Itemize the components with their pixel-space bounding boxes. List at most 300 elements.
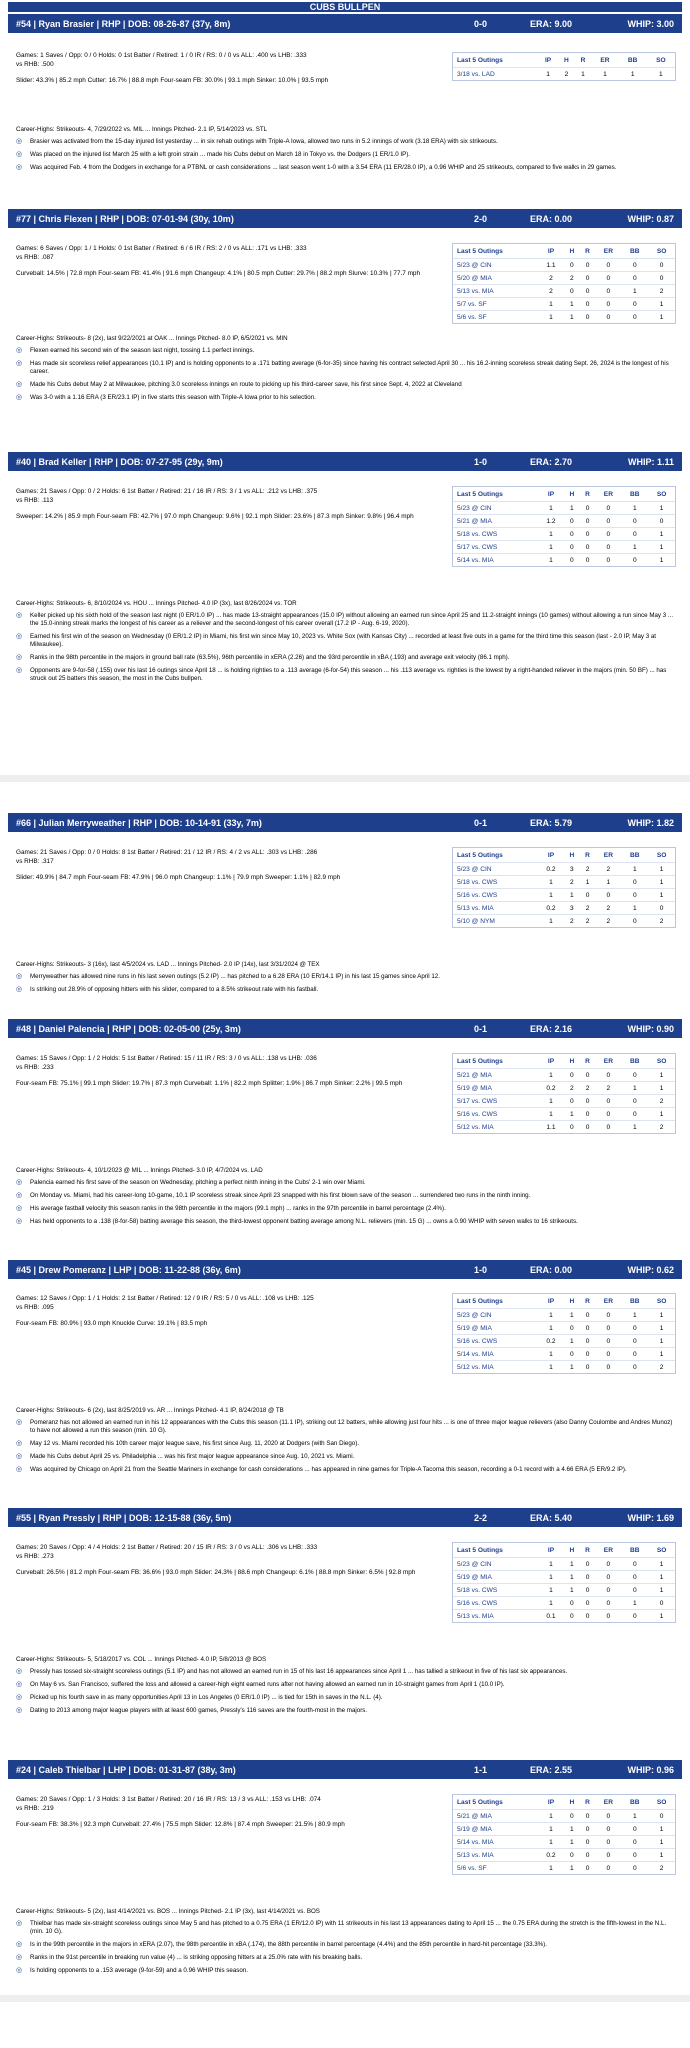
- bullet-icon: ◎: [16, 1419, 23, 1426]
- stat-cell: 0: [580, 1849, 596, 1862]
- stat-cell: 0: [621, 259, 648, 272]
- pitcher-record: 0-1: [474, 817, 488, 828]
- stat-cell: 0: [580, 1558, 596, 1571]
- table-row: [453, 541, 675, 554]
- note-text: His average fastball velocity this season ranks in the 98th percentile in the majors (99.1 mph) ... ranks in the 97th percentile in barrel percentage (2.4%).: [30, 1205, 446, 1212]
- pitch-mix: Slider: 49.9% | 84.7 mph Four-seam FB: 47.9% | 96.0 mph Changeup: 1.1% | 79.9 mph Sweeper: 1.1% | 82.9 mph: [16, 874, 341, 882]
- stat-cell: 1: [648, 528, 675, 541]
- table-row: [453, 285, 675, 298]
- stat-cell: 1: [591, 68, 618, 81]
- pitch-mix: Four-seam FB: 38.3% | 92.3 mph Curveball: 27.4% | 75.5 mph Slider: 12.8% | 87.4 mph Sweeper: 21.5% | 80.9 mph: [16, 1821, 345, 1829]
- table-row: [453, 915, 675, 928]
- stat-cell: 0: [595, 554, 621, 567]
- table-header-cell: R: [585, 490, 590, 498]
- stat-cell: 0: [580, 889, 596, 902]
- stat-cell: 2: [580, 1082, 596, 1095]
- table-row: [453, 554, 675, 567]
- pitcher-header: [8, 1260, 682, 1279]
- table-header-cell: R: [585, 1297, 590, 1305]
- note-item: [16, 360, 676, 376]
- stat-cell: 0: [648, 272, 675, 285]
- stats-line: Games: 15 Saves / Opp: 1 / 2 Holds: 5 1st Batter / Retired: 15 / 11 IR / RS: 3 / 0 vs ALL: .138 vs LHB: .036: [16, 1055, 317, 1062]
- table-row: [453, 1121, 675, 1134]
- stats-line: vs RHB: .087: [16, 253, 54, 261]
- section-separator: [0, 1995, 690, 2002]
- stat-cell: 0: [648, 902, 675, 915]
- stat-cell: 0: [595, 1335, 621, 1348]
- table-header-cell: R: [585, 247, 590, 255]
- pitcher-name: #24 | Caleb Thielbar | LHP | DOB: 01-31-87 (38y, 3m): [16, 1764, 236, 1775]
- stats-line: vs RHB: .500: [16, 60, 54, 68]
- stat-cell: 1: [538, 1361, 564, 1374]
- pitcher-record: 2-2: [474, 1512, 488, 1523]
- outing-date: 5/16 vs. CWS: [453, 889, 538, 902]
- note-text: Made his Cubs debut May 2 at Milwaukee, pitching 3.0 scoreless innings en route to picking up his third-career save, his first since Sept. 4, 2022 at Cleveland: [30, 381, 462, 388]
- pitcher-notes: [16, 1167, 676, 1231]
- outing-date: 5/20 @ MIA: [453, 272, 538, 285]
- stat-cell: 2: [558, 68, 575, 81]
- outing-date: 5/6 vs. SF: [453, 311, 538, 324]
- stat-cell: 0: [621, 1335, 648, 1348]
- table-header-cell: ER: [600, 56, 610, 64]
- bullet-icon: ◎: [16, 654, 23, 661]
- stat-cell: 0.2: [538, 902, 564, 915]
- stat-cell: 2: [580, 915, 596, 928]
- table-header-cell: ER: [603, 490, 613, 498]
- note-text: Palencia earned his first save of the season on Wednesday, pitching a perfect ninth inning in the Cubs' 2-1 win over Miami.: [30, 1179, 366, 1186]
- stat-cell: 1: [621, 1597, 648, 1610]
- stat-cell: 1: [621, 1810, 648, 1823]
- stat-cell: 0: [621, 554, 648, 567]
- bullet-icon: ◎: [16, 1205, 23, 1212]
- pitcher-notes: [16, 600, 676, 688]
- stat-cell: 1: [648, 1558, 675, 1571]
- stat-cell: 1: [538, 298, 564, 311]
- stat-cell: 1: [538, 311, 564, 324]
- pitch-mix: Curveball: 26.5% | 81.2 mph Four-seam FB: 36.6% | 93.0 mph Slider: 24.3% | 88.6 mph Changeup: 6.1% | 88.8 mph Sinker: 6.5% | 92.8 mph: [16, 1569, 416, 1577]
- stat-cell: 0: [580, 1108, 596, 1121]
- table-header-cell: BB: [630, 490, 640, 498]
- stat-cell: 2: [648, 1361, 675, 1374]
- stat-cell: 0: [595, 285, 621, 298]
- table-header-cell: SO: [656, 1546, 667, 1554]
- stat-cell: 1: [648, 1823, 675, 1836]
- note-item: [16, 1453, 676, 1461]
- table-row: [453, 1558, 675, 1571]
- stat-cell: 1: [538, 889, 564, 902]
- table-row: [453, 1335, 675, 1348]
- table-header-cell: BB: [630, 851, 640, 859]
- stat-cell: 1: [621, 1309, 648, 1322]
- stat-cell: 0: [621, 1584, 648, 1597]
- pitcher-era: ERA: 0.00: [530, 1264, 573, 1275]
- stat-cell: 1: [538, 1069, 564, 1082]
- stat-cell: 0: [595, 1309, 621, 1322]
- career-highs: Career-Highs: Strikeouts- 4, 7/29/2022 vs. MIL ... Innings Pitched- 2.1 IP, 5/14/2023 vs. STL: [16, 126, 268, 133]
- stat-cell: 2: [564, 876, 580, 889]
- stat-cell: 0: [564, 541, 580, 554]
- outing-date: 5/21 @ MIA: [453, 1069, 538, 1082]
- stat-cell: 1: [538, 68, 558, 81]
- stat-cell: 0: [580, 285, 596, 298]
- season-stats: [16, 52, 436, 69]
- pitcher-header: [8, 14, 682, 33]
- table-row: [453, 528, 675, 541]
- stat-cell: 1: [564, 1823, 580, 1836]
- stat-cell: 1: [538, 1571, 564, 1584]
- bullet-icon: ◎: [16, 1694, 23, 1701]
- stat-cell: 1: [564, 1836, 580, 1849]
- stat-cell: 0: [595, 259, 621, 272]
- outing-date: 5/10 @ NYM: [453, 915, 538, 928]
- stat-cell: 0: [580, 1810, 596, 1823]
- stat-cell: 0: [580, 528, 596, 541]
- note-text: Was 3-0 with a 1.16 ERA (3 ER/23.1 IP) in five starts this season with Triple-A Iowa prior to his selection.: [30, 394, 316, 401]
- note-item: [16, 1707, 676, 1715]
- season-stats: [16, 1055, 436, 1072]
- stat-cell: 0.2: [538, 863, 564, 876]
- note-text: May 12 vs. Miami recorded his 10th career major league save, his first since Aug. 11, 2020 at Dodgers (with San Diego).: [30, 1440, 360, 1447]
- stat-cell: 1: [648, 502, 675, 515]
- note-text: Flexen earned his second win of the season last night, tossing 1.1 perfect innings.: [30, 347, 255, 354]
- stat-cell: 0: [621, 1348, 648, 1361]
- pitcher-notes: [16, 1656, 676, 1720]
- table-row: [453, 1108, 675, 1121]
- stat-cell: 1: [648, 1069, 675, 1082]
- pitcher-header: [8, 1019, 682, 1038]
- stats-line: vs RHB: .233: [16, 1063, 54, 1071]
- stat-cell: 1: [621, 502, 648, 515]
- pitch-mix: Four-seam FB: 80.9% | 93.0 mph Knuckle Curve: 19.1% | 83.5 mph: [16, 1320, 208, 1328]
- note-item: [16, 138, 676, 146]
- table-row: [453, 1823, 675, 1836]
- bullet-icon: ◎: [16, 1707, 23, 1714]
- stat-cell: 0.2: [538, 1335, 564, 1348]
- bullet-icon: ◎: [16, 667, 23, 674]
- pitcher-record: 1-1: [474, 1764, 488, 1775]
- stat-cell: 1: [538, 1108, 564, 1121]
- stat-cell: 0: [595, 1584, 621, 1597]
- table-header-cell: ER: [603, 247, 613, 255]
- stat-cell: 0: [621, 1108, 648, 1121]
- outing-date: 5/23 @ CIN: [453, 863, 538, 876]
- career-highs: Career-Highs: Strikeouts- 5 (2x), last 4/14/2021 vs. BOS ... Innings Pitched- 2.1 IP (3x), last 4/14/2021 vs. BOS: [16, 1908, 320, 1915]
- stat-cell: 0: [595, 298, 621, 311]
- note-item: [16, 381, 676, 389]
- note-text: Earned his first win of the season on Wednesday (0 ER/1.2 IP) in Miami, his first win since May 10, 2023 vs. White Sox (with Kansas City) ... recorded at least five outs in a game for the third time this season (last - 2.0 IP, May 3 at Milwaukee).: [30, 633, 657, 648]
- stat-cell: 0: [621, 1849, 648, 1862]
- bullet-icon: ◎: [16, 1179, 23, 1186]
- outing-date: 5/23 @ CIN: [453, 1558, 538, 1571]
- last-5-outings-table: [452, 243, 676, 324]
- stat-cell: 0: [621, 515, 648, 528]
- pitcher-whip: WHIP: 0.90: [627, 1023, 674, 1034]
- stat-cell: 0: [564, 1322, 580, 1335]
- table-row: [453, 1571, 675, 1584]
- stat-cell: 0: [595, 1558, 621, 1571]
- stat-cell: 0: [564, 528, 580, 541]
- table-header-cell: H: [569, 1057, 575, 1065]
- stat-cell: 2: [538, 285, 564, 298]
- pitcher-name: #40 | Brad Keller | RHP | DOB: 07-27-95 (29y, 9m): [16, 456, 223, 467]
- table-header-cell: R: [585, 1057, 590, 1065]
- stat-cell: 0: [621, 1862, 648, 1875]
- career-highs: Career-Highs: Strikeouts- 6, 8/10/2024 vs. HOU ... Innings Pitched- 4.0 IP (3x), last 8/26/2024 vs. TOR: [16, 600, 297, 607]
- stat-cell: 0: [648, 1810, 675, 1823]
- stat-cell: 2: [648, 1095, 675, 1108]
- season-stats: [16, 488, 436, 505]
- stat-cell: 0: [648, 1597, 675, 1610]
- stat-cell: 2: [580, 863, 596, 876]
- outing-date: 5/23 @ CIN: [453, 502, 538, 515]
- outing-date: 5/14 vs. MIA: [453, 554, 538, 567]
- bullet-icon: ◎: [16, 612, 23, 619]
- table-row: [453, 272, 675, 285]
- outing-date: 5/17 vs. CWS: [453, 1095, 538, 1108]
- note-text: Thielbar has made six-straight scoreless outings since May 5 and has pitched to a 0.75 ERA (1 ER/12.0 IP) with 11 strikeouts in his last 13 appearances dating to April 15 ... the 0.75 ERA during the stretch is the fifth-lowest in the N.L. (min. 10 G).: [30, 1920, 667, 1935]
- stat-cell: 1: [564, 1558, 580, 1571]
- career-highs: Career-Highs: Strikeouts- 8 (2x), last 9/22/2021 at OAK ... Innings Pitched- 8.0 IP, 6/5/2021 vs. MIN: [16, 335, 288, 342]
- outing-date: 5/7 vs. SF: [453, 298, 538, 311]
- stat-cell: 1: [538, 541, 564, 554]
- table-header-cell: BB: [627, 56, 638, 64]
- stat-cell: 0: [580, 1361, 596, 1374]
- stat-cell: 0: [621, 1823, 648, 1836]
- stat-cell: 0: [580, 1069, 596, 1082]
- stat-cell: 1: [538, 1836, 564, 1849]
- pitcher-whip: WHIP: 1.11: [627, 456, 674, 467]
- table-header-cell: SO: [656, 490, 667, 498]
- note-item: [16, 654, 676, 662]
- stat-cell: 0: [595, 528, 621, 541]
- note-text: Picked up his fourth save in as many opportunities April 13 in Los Angeles (0 ER/1.0 IP) ... is tied for 15th in saves in the N.L. (4).: [30, 1694, 383, 1701]
- stat-cell: 1: [564, 1584, 580, 1597]
- table-header-cell: Last 5 Outings: [457, 1798, 503, 1806]
- stat-cell: 2: [564, 1082, 580, 1095]
- stat-cell: 2: [648, 285, 675, 298]
- stat-cell: 1: [564, 1571, 580, 1584]
- page-title: CUBS BULLPEN: [8, 2, 682, 12]
- pitcher-name: #45 | Drew Pomeranz | LHP | DOB: 11-22-88 (36y, 6m): [16, 1264, 241, 1275]
- note-item: [16, 1941, 676, 1949]
- stat-cell: 0: [580, 298, 596, 311]
- stat-cell: 1: [564, 1862, 580, 1875]
- note-item: [16, 394, 676, 402]
- table-header-cell: H: [569, 247, 575, 255]
- stats-line: vs RHB: .273: [16, 1552, 54, 1560]
- table-header-cell: IP: [547, 1798, 555, 1806]
- bullet-icon: ◎: [16, 1192, 23, 1199]
- stat-cell: 0: [621, 1610, 648, 1623]
- table-header-cell: ER: [603, 851, 613, 859]
- note-text: Pressly has tossed six-straight scoreless outings (5.1 IP) and has not allowed an earned run in 15 of his last 16 appearances since April 1 ... has tallied a strikeout in five of his last six appearances.: [30, 1668, 568, 1675]
- stat-cell: 0: [595, 1597, 621, 1610]
- outing-date: 5/14 vs. MIA: [453, 1348, 538, 1361]
- stat-cell: 1: [538, 1558, 564, 1571]
- stat-cell: 0: [621, 298, 648, 311]
- note-item: [16, 1466, 676, 1474]
- table-row: [453, 902, 675, 915]
- table-header-cell: R: [585, 1798, 590, 1806]
- stat-cell: 1: [648, 1322, 675, 1335]
- pitcher-notes: [16, 1407, 676, 1479]
- outing-date: 3/18 vs. LAD: [453, 68, 538, 81]
- stat-cell: 0: [564, 515, 580, 528]
- table-header-cell: Last 5 Outings: [457, 247, 503, 255]
- stat-cell: 2: [538, 272, 564, 285]
- note-text: On May 6 vs. San Francisco, suffered the loss and allowed a career-high eight earned runs after not having allowed an earned run in 10-straight games from April 1 (10.0 IP).: [30, 1681, 505, 1688]
- season-stats: [16, 1796, 436, 1813]
- table-header-cell: ER: [603, 1798, 613, 1806]
- stat-cell: 1: [538, 1597, 564, 1610]
- stats-line: Games: 20 Saves / Opp: 4 / 4 Holds: 2 1st Batter / Retired: 20 / 15 IR / RS: 3 / 0 vs ALL: .306 vs LHB: .333: [16, 1544, 318, 1551]
- table-row: [453, 259, 675, 272]
- stat-cell: 1: [538, 1095, 564, 1108]
- stat-cell: 0: [580, 554, 596, 567]
- stat-cell: 0: [580, 259, 596, 272]
- stat-cell: 1: [648, 1571, 675, 1584]
- pitcher-whip: WHIP: 0.96: [627, 1764, 674, 1775]
- stat-cell: 1: [538, 1322, 564, 1335]
- stat-cell: 2: [648, 1862, 675, 1875]
- outing-date: 5/14 vs. MIA: [453, 1836, 538, 1849]
- bullet-icon: ◎: [16, 394, 23, 401]
- last-5-outings-table: [452, 1794, 676, 1875]
- note-text: Was placed on the injured list March 25 with a left groin strain ... made his Cubs debut on March 18 in Tokyo vs. the Dodgers (1 ER/1.0 IP).: [30, 151, 411, 158]
- outing-date: 5/13 vs. MIA: [453, 902, 538, 915]
- pitcher-era: ERA: 5.40: [530, 1512, 573, 1523]
- table-header-cell: IP: [547, 1546, 555, 1554]
- table-row: [453, 1309, 675, 1322]
- section-separator: [0, 775, 690, 782]
- table-row: [453, 1610, 675, 1623]
- note-item: [16, 1681, 676, 1689]
- stat-cell: 1: [564, 298, 580, 311]
- bullet-icon: ◎: [16, 973, 23, 980]
- note-item: [16, 986, 676, 994]
- table-header-cell: IP: [547, 490, 555, 498]
- stat-cell: 1: [648, 554, 675, 567]
- stat-cell: 0: [595, 1610, 621, 1623]
- stat-cell: 1: [647, 68, 675, 81]
- pitcher-record: 1-0: [474, 1264, 488, 1275]
- stat-cell: 0: [621, 915, 648, 928]
- stat-cell: 0: [595, 1849, 621, 1862]
- note-text: On Monday vs. Miami, had his career-long 10-game, 10.1 IP scoreless streak since April 23 snapped with his first blown save of the season ... surrendered two runs in the ninth inning.: [30, 1192, 531, 1199]
- stats-line: vs RHB: .219: [16, 1804, 54, 1812]
- table-header-cell: BB: [630, 1297, 640, 1305]
- pitcher-era: ERA: 2.16: [530, 1023, 573, 1034]
- pitcher-era: ERA: 5.79: [530, 817, 573, 828]
- last-5-outings-table: [452, 52, 676, 81]
- pitcher-era: ERA: 2.70: [530, 456, 573, 467]
- outing-date: 5/6 vs. SF: [453, 1862, 538, 1875]
- note-text: Made his Cubs debut April 25 vs. Philadelphia ... was his first major league appearance since Aug. 10, 2021 vs. Miami.: [30, 1453, 355, 1460]
- outing-date: 5/23 @ CIN: [453, 1309, 538, 1322]
- stat-cell: 0.2: [538, 1849, 564, 1862]
- note-text: Opponents are 9-for-58 (.155) over his last 16 outings since April 18 ... is holding righties to a .113 average (6-for-54) this season ... his .113 average vs. righties is the lowest by a right-handed reliever in the majors (min. 50 BF) ... has struck out 25 batters this season, the most in the Cubs bullpen.: [30, 667, 667, 682]
- table-header-cell: R: [580, 56, 586, 64]
- stat-cell: 0: [595, 1069, 621, 1082]
- stat-cell: 1: [648, 876, 675, 889]
- bullet-icon: ◎: [16, 164, 23, 171]
- table-header-cell: ER: [603, 1057, 613, 1065]
- stat-cell: 1: [648, 863, 675, 876]
- stat-cell: 0: [580, 1823, 596, 1836]
- stat-cell: 0: [595, 1571, 621, 1584]
- stat-cell: 1: [621, 541, 648, 554]
- stat-cell: 0: [621, 1361, 648, 1374]
- note-item: [16, 1920, 676, 1936]
- bullet-icon: ◎: [16, 1466, 23, 1473]
- stat-cell: 0: [621, 1558, 648, 1571]
- note-item: [16, 973, 676, 981]
- stat-cell: 0: [564, 285, 580, 298]
- stat-cell: 2: [595, 902, 621, 915]
- pitcher-whip: WHIP: 0.62: [627, 1264, 674, 1275]
- stat-cell: 0: [580, 541, 596, 554]
- stat-cell: 1: [621, 1082, 648, 1095]
- stat-cell: 1: [538, 502, 564, 515]
- stat-cell: 0: [595, 1862, 621, 1875]
- stat-cell: 1: [648, 1335, 675, 1348]
- table-row: [453, 1584, 675, 1597]
- stat-cell: 3: [564, 863, 580, 876]
- note-item: [16, 1192, 676, 1200]
- note-text: Was acquired Feb. 4 from the Dodgers in exchange for a PTBNL or cash considerations ... last season went 1-0 with a 3.54 ERA (11 ER/28.0 IP), a 0.96 WHIP and 25 strikeouts, compared to five walks in 29 games.: [30, 164, 617, 171]
- outing-date: 5/16 vs. CWS: [453, 1597, 538, 1610]
- note-item: [16, 667, 676, 683]
- stat-cell: 1: [619, 68, 647, 81]
- stat-cell: 0: [621, 876, 648, 889]
- note-text: Keller picked up his sixth hold of the season last night (0 ER/1.0 IP) ... has made 13-straight appearances (15.0 IP) without allowing an earned run since April 25 and 11.2-straight innings (10 games) without allowing a run since May 3 ... the 15.0-inning streak marks the longest of his career as a reliever and the second-longest of his career overall (17.2 IP - Aug. 6-19, 2020).: [30, 612, 674, 627]
- table-header-cell: SO: [656, 1297, 667, 1305]
- note-item: [16, 151, 676, 159]
- table-row: [453, 1810, 675, 1823]
- outing-date: 5/19 @ MIA: [453, 1571, 538, 1584]
- pitcher-era: ERA: 2.55: [530, 1764, 573, 1775]
- pitcher-record: 0-0: [474, 18, 488, 29]
- note-item: [16, 164, 676, 172]
- stat-cell: 1: [538, 1348, 564, 1361]
- stat-cell: 1: [580, 876, 596, 889]
- note-text: Is holding opponents to a .153 average (9-for-59) and a 0.96 WHIP this season.: [30, 1967, 248, 1974]
- stat-cell: 0: [621, 528, 648, 541]
- outing-date: 5/13 vs. MIA: [453, 285, 538, 298]
- stat-cell: 0: [580, 1571, 596, 1584]
- stat-cell: 0: [580, 1095, 596, 1108]
- stats-line: Games: 6 Saves / Opp: 1 / 1 Holds: 0 1st Batter / Retired: 6 / 6 IR / RS: 2 / 0 vs ALL: .171 vs LHB: .333: [16, 245, 307, 252]
- bullet-icon: ◎: [16, 1440, 23, 1447]
- note-text: Is striking out 28.9% of opposing hitters with his slider, compared to a 8.5% strikeout rate with his fastball.: [30, 986, 319, 993]
- stat-cell: 0: [648, 515, 675, 528]
- career-highs: Career-Highs: Strikeouts- 3 (16x), last 4/5/2024 vs. LAD ... Innings Pitched- 2.0 IP (14x), last 3/31/2024 @ TEX: [16, 961, 320, 968]
- stat-cell: 1: [648, 1610, 675, 1623]
- stat-cell: 1: [575, 68, 592, 81]
- table-row: [453, 1862, 675, 1875]
- table-header-cell: BB: [630, 247, 640, 255]
- table-header-cell: Last 5 Outings: [457, 1546, 503, 1554]
- pitcher-record: 2-0: [474, 213, 488, 224]
- stat-cell: 2: [595, 1082, 621, 1095]
- stat-cell: 0: [580, 1597, 596, 1610]
- pitcher-whip: WHIP: 3.00: [627, 18, 674, 29]
- stat-cell: 0: [595, 1121, 621, 1134]
- outing-date: 5/18 vs. CWS: [453, 528, 538, 541]
- stat-cell: 0: [580, 1584, 596, 1597]
- pitcher-header: [8, 452, 682, 471]
- pitcher-notes: [16, 961, 676, 999]
